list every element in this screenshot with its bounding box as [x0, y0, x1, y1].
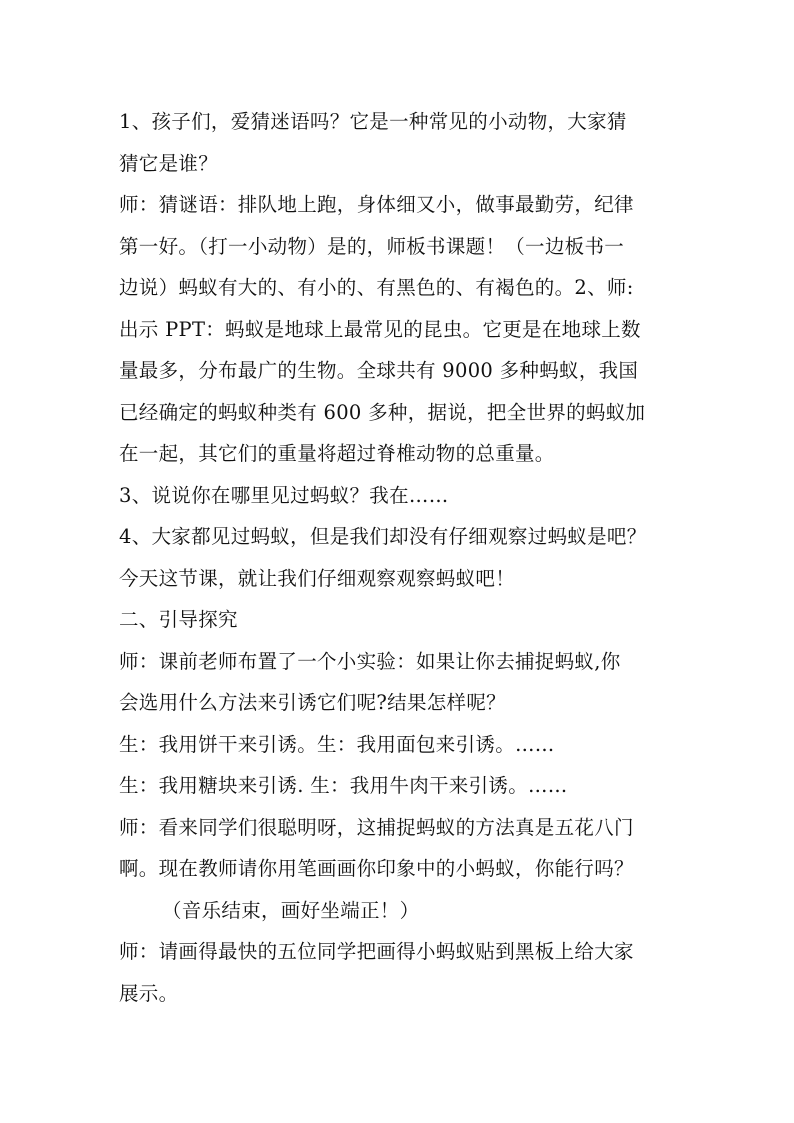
- text-line: 量最多，分布最广的生物。全球共有 9000 多种蚂蚁，我国: [119, 359, 639, 382]
- section-heading: 二、引导探究: [119, 608, 238, 631]
- text-line: 生：我用糖块来引诱. 生：我用牛肉干来引诱。……: [119, 774, 568, 797]
- text-line: 啊。现在教师请你用笔画画你印象中的小蚂蚁，你能行吗？: [119, 857, 634, 880]
- text-line: 在一起，其它们的重量将超过脊椎动物的总重量。: [119, 442, 555, 465]
- text-line: 生：我用饼干来引诱。生：我用面包来引诱。……: [119, 732, 555, 756]
- text-line: 展示。: [119, 981, 179, 1005]
- text-line: 4、大家都见过蚂蚁，但是我们却没有仔细观察过蚂蚁是吧？: [119, 525, 647, 548]
- text-line: 师：猜谜语：排队地上跑，身体细又小，做事最勤劳，纪律: [119, 193, 634, 216]
- text-line: 出示 PPT：蚂蚁是地球上最常见的昆虫。它更是在地球上数: [119, 317, 641, 341]
- text-line: 第一好。（打一小动物）是的，师板书课题！（一边板书一: [119, 234, 625, 258]
- text-line: 3、说说你在哪里见过蚂蚁？我在……: [119, 483, 449, 507]
- text-line: 师：请画得最快的五位同学把画得小蚂蚁贴到黑板上给大家: [119, 940, 634, 963]
- text-line: 1、孩子们，爱猜迷语吗？它是一种常见的小动物，大家猜: [119, 110, 627, 133]
- document-body: [119, 101, 679, 1014]
- text-line: 会选用什么方法来引诱它们呢?结果怎样呢？: [119, 691, 506, 714]
- text-line: 今天这节课，就让我们仔细观察观察蚂蚁吧！: [119, 566, 516, 590]
- text-line: 猜它是谁？: [119, 151, 219, 175]
- text-line: 师：看来同学们很聪明呀，这捕捉蚂蚁的方法真是五花八门: [119, 815, 634, 839]
- text-line: 已经确定的蚂蚁种类有 600 多种，据说，把全世界的蚂蚁加: [119, 400, 646, 424]
- text-line: 师：课前老师布置了一个小实验：如果让你去捕捉蚂蚁,你: [119, 649, 621, 673]
- text-line: 边说）蚂蚁有大的、有小的、有黑色的、有褐色的。2、师:: [119, 276, 634, 299]
- text-line: （音乐结束，画好坐端正！）: [162, 898, 420, 922]
